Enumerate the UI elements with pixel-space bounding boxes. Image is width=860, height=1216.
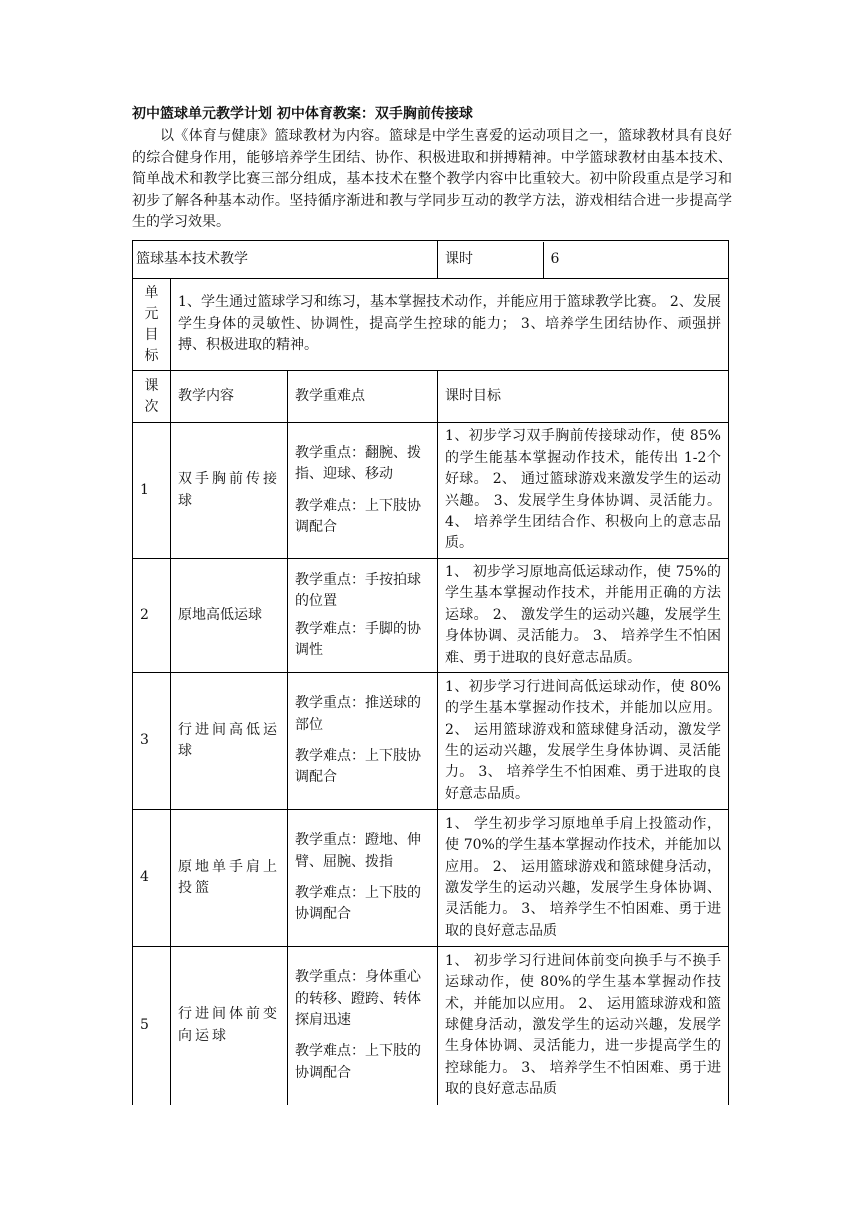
lesson-content: 原地单手肩上投篮 <box>171 810 288 947</box>
intro-paragraph: 以《体育与健康》篮球教材为内容。篮球是中学生喜爱的运动项目之一，篮球教材具有良好的综合健身作用，能够培养学生团结、协作、积极进取和拼搏精神。中学篮球教材由基本技术、简单战术和教学比赛三部分组成，基本技术在整个教学内容中比重较大。初中阶段重点是学习和初步了解各种基本动作。坚持循序渐进和教与学同步互动的教学方法，游戏相结合进一步提高学生的学习效果。 <box>132 128 732 231</box>
header-objectives: 课时目标 <box>438 371 729 423</box>
lesson-key: 教学重点：蹬地、伸臂、屈腕、拨指 <box>295 832 421 870</box>
hours-cell <box>438 241 729 279</box>
table-row <box>133 673 729 810</box>
lesson-content: 行进间高低运球 <box>171 673 288 810</box>
unit-header-row <box>133 241 729 279</box>
lesson-number: 5 <box>133 947 171 1105</box>
lesson-difficulty: 教学难点：上下肢协调配合 <box>295 497 421 535</box>
lesson-keypoints <box>288 673 438 810</box>
lesson-content: 双手胸前传接球 <box>171 423 288 559</box>
lesson-keypoints <box>288 947 438 1105</box>
lesson-difficulty: 教学难点：上下肢的协调配合 <box>295 885 421 923</box>
unit-goal-text: 1、学生通过篮球学习和练习，基本掌握技术动作，并能应用于篮球教学比赛。 2、发展学生身体的灵敏性、协调性，提高学生控球的能力； 3、培养学生团结协作、顽强拼搏、积极进取的精神。 <box>171 279 729 371</box>
lesson-difficulty: 教学难点：上下肢协调配合 <box>295 748 421 786</box>
lesson-keypoints <box>288 810 438 947</box>
lesson-difficulty: 教学难点：上下肢的协调配合 <box>295 1043 421 1081</box>
lesson-number: 4 <box>133 810 171 947</box>
lesson-objective: 1、 初步学习行进间体前变向换手与不换手运球动作，使 80%的学生基本掌握动作技术，并能加以应用。 2、 运用篮球游戏和篮球健身活动，激发学生的运动兴趣，发展学生身体协调、灵活能力，进一步提高学生的控球能力。 3、 培养学生不怕困难、勇于进取的良好意志品质 <box>438 947 729 1105</box>
document-title: 初中篮球单元教学计划 初中体育教案：双手胸前传接球 <box>132 106 473 122</box>
lesson-content: 原地高低运球 <box>171 559 288 673</box>
lesson-objective: 1、 学生初步学习原地单手肩上投篮动作，使 70%的学生基本掌握动作技术，并能加以应用。 2、 运用篮球游戏和篮球健身活动，激发学生的运动兴趣，发展学生身体协调、灵活能力。 3、 培养学生不怕困难、勇于进取的良好意志品质 <box>438 810 729 947</box>
unit-goal-row <box>133 279 729 371</box>
lesson-objective: 1、初步学习行进间高低运球动作，使 80%的学生基本掌握动作技术，并能加以应用。 2、 运用篮球游戏和篮球健身活动，激发学生的运动兴趣，发展学生身体协调、灵活能力。 3、 培养学生不怕困难、勇于进取的良好意志品质。 <box>438 673 729 810</box>
lesson-number: 1 <box>133 423 171 559</box>
hours-value: 6 <box>550 250 560 267</box>
header-keypoints: 教学重难点 <box>288 371 438 423</box>
lesson-key: 教学重点：翻腕、拨指、迎球、移动 <box>295 444 421 483</box>
lesson-number: 3 <box>133 673 171 810</box>
lesson-content: 行进间体前变向运球 <box>171 947 288 1105</box>
unit-title-cell <box>133 241 438 279</box>
unit-title: 篮球基本技术教学 <box>136 250 248 267</box>
lesson-objective: 1、 初步学习原地高低运球动作，使 75%的学生基本掌握动作技术，并能用正确的方法运球。 2、 激发学生的运动兴趣，发展学生身体协调、灵活能力。 3、 培养学生不怕困难、勇于进取的良好意志品质。 <box>438 559 729 673</box>
lesson-key: 教学重点：手按拍球的位置 <box>295 571 421 610</box>
unit-goal-label: 单元目标 <box>144 284 159 364</box>
table-row <box>133 559 729 673</box>
table-row <box>133 423 729 559</box>
header-content: 教学内容 <box>171 371 288 423</box>
unit-title-inner <box>136 249 430 270</box>
lesson-keypoints <box>288 423 438 559</box>
header-lesson: 课次 <box>144 377 159 415</box>
column-header-row <box>133 371 729 423</box>
lesson-keypoints <box>288 559 438 673</box>
hours-label: 课时 <box>438 242 543 278</box>
lesson-key: 教学重点：身体重心的转移、蹬跨、转体探肩迅速 <box>295 969 421 1029</box>
lesson-objective: 1、初步学习双手胸前传接球动作，使 85%的学生能基本掌握动作技术，能传出 1-2个好球。 2、 通过篮球游戏来激发学生的运动兴趣。 3、发展学生身体协调、灵活能力。 4、 培养学生团结合作、积极向上的意志品质。 <box>438 423 729 559</box>
header-lesson-cell <box>133 371 171 423</box>
unit-goal-label-cell <box>133 279 171 371</box>
lesson-number: 2 <box>133 559 171 673</box>
table-row <box>133 947 729 1105</box>
unit-plan-table <box>132 240 729 1105</box>
lesson-key: 教学重点：推送球的部位 <box>295 695 421 733</box>
table-row <box>133 810 729 947</box>
lesson-difficulty: 教学难点：手脚的协调性 <box>295 620 421 658</box>
hours-inner <box>438 242 728 278</box>
